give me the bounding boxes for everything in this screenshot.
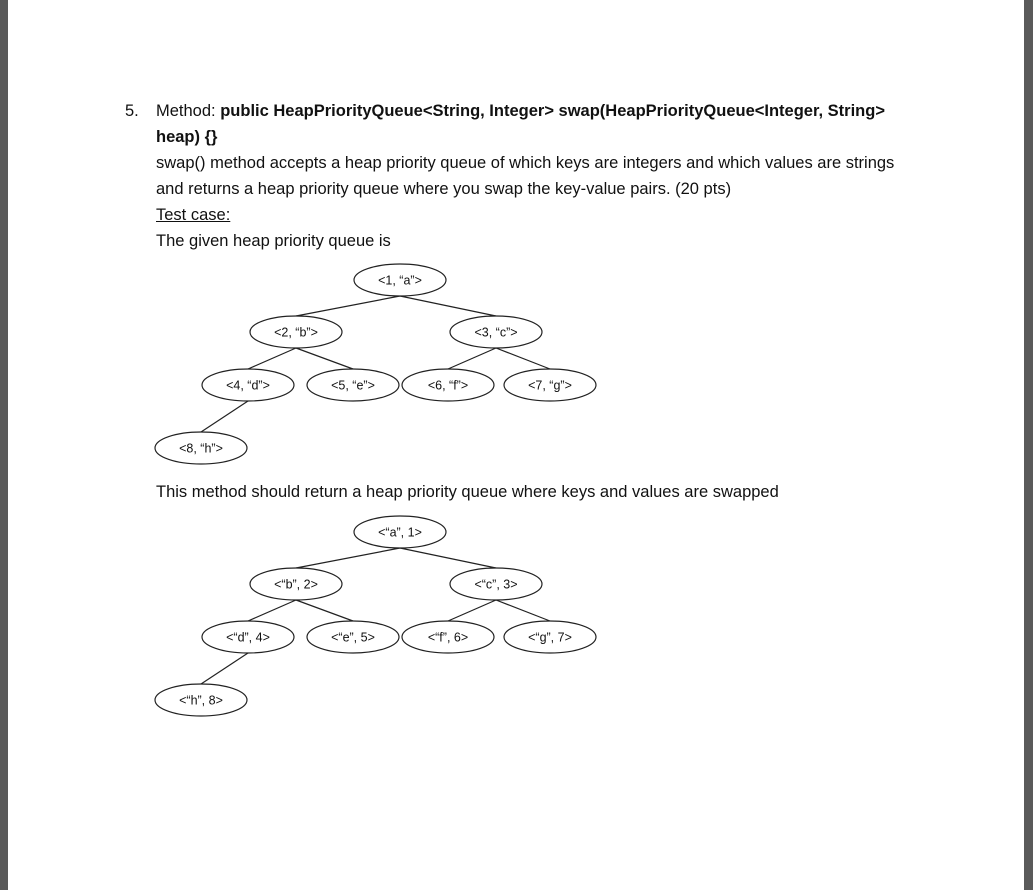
question-number: 5. bbox=[125, 102, 139, 120]
heap-node bbox=[504, 621, 596, 653]
heap-node bbox=[504, 369, 596, 401]
tree-edge bbox=[201, 401, 248, 432]
heap-node bbox=[155, 684, 247, 716]
tree-edge bbox=[201, 653, 248, 684]
result-text: This method should return a heap priority queue where keys and values are swapped bbox=[156, 483, 779, 501]
heap-node bbox=[402, 369, 494, 401]
heap-node-label: <6, “f”> bbox=[427, 378, 469, 393]
heap-node-label: <5, “e”> bbox=[331, 378, 375, 393]
given-text: The given heap priority queue is bbox=[156, 232, 391, 250]
heap-node-label: <1, “a”> bbox=[378, 273, 422, 288]
heap-node-label: <“h”, 8> bbox=[179, 693, 223, 708]
heap-node-label: <“b”, 2> bbox=[274, 577, 318, 592]
heap-node bbox=[307, 621, 399, 653]
method-label: Method: bbox=[156, 102, 221, 120]
method-signature-part2: heap) {} bbox=[156, 128, 218, 146]
heap-node-label: <8, “h”> bbox=[179, 441, 223, 456]
description-line1: swap() method accepts a heap priority queue of which keys are integers and which values are strings bbox=[156, 154, 895, 172]
heap-node bbox=[402, 621, 494, 653]
heap-node-label: <“g”, 7> bbox=[528, 630, 572, 645]
given-heap-tree bbox=[8, 262, 1024, 472]
heap-node bbox=[354, 516, 446, 548]
document-page bbox=[8, 0, 1024, 890]
heap-node-label: <“f”, 6> bbox=[427, 630, 469, 645]
heap-node-label: <3, “c”> bbox=[474, 325, 518, 340]
tree-edge bbox=[496, 600, 550, 621]
heap-node-label: <“e”, 5> bbox=[331, 630, 375, 645]
heap-node bbox=[354, 264, 446, 296]
heap-node-label: <4, “d”> bbox=[226, 378, 270, 393]
question-5 bbox=[8, 0, 1024, 890]
heap-node-label: <“c”, 3> bbox=[474, 577, 518, 592]
heap-node-label: <7, “g”> bbox=[528, 378, 572, 393]
tree-edge bbox=[400, 296, 496, 316]
tree-edge bbox=[248, 348, 296, 369]
tree-edge bbox=[400, 548, 496, 568]
heap-node bbox=[155, 432, 247, 464]
method-signature-line1 bbox=[156, 100, 885, 122]
tree-edge bbox=[296, 548, 400, 568]
swapped-heap-tree bbox=[8, 514, 1024, 724]
heap-node bbox=[250, 568, 342, 600]
tree-edge bbox=[448, 348, 496, 369]
tree-edge bbox=[296, 296, 400, 316]
tree-edge bbox=[496, 348, 550, 369]
description-line2: and returns a heap priority queue where you swap the key-value pairs. (20 pts) bbox=[156, 180, 732, 198]
tree-edge bbox=[296, 348, 353, 369]
heap-node-label: <2, “b”> bbox=[274, 325, 318, 340]
tree-edge bbox=[448, 600, 496, 621]
tree-edge bbox=[248, 600, 296, 621]
heap-node bbox=[307, 369, 399, 401]
heap-node bbox=[250, 316, 342, 348]
heap-node bbox=[202, 369, 294, 401]
heap-node-label: <“a”, 1> bbox=[378, 525, 422, 540]
tree-edge bbox=[296, 600, 353, 621]
heap-node-label: <“d”, 4> bbox=[226, 630, 270, 645]
heap-node bbox=[450, 568, 542, 600]
test-case-label: Test case: bbox=[156, 206, 231, 224]
heap-node bbox=[450, 316, 542, 348]
heap-node bbox=[202, 621, 294, 653]
method-signature-part1: public HeapPriorityQueue<String, Integer> swap(HeapPriorityQueue<Integer, String> bbox=[220, 102, 885, 120]
